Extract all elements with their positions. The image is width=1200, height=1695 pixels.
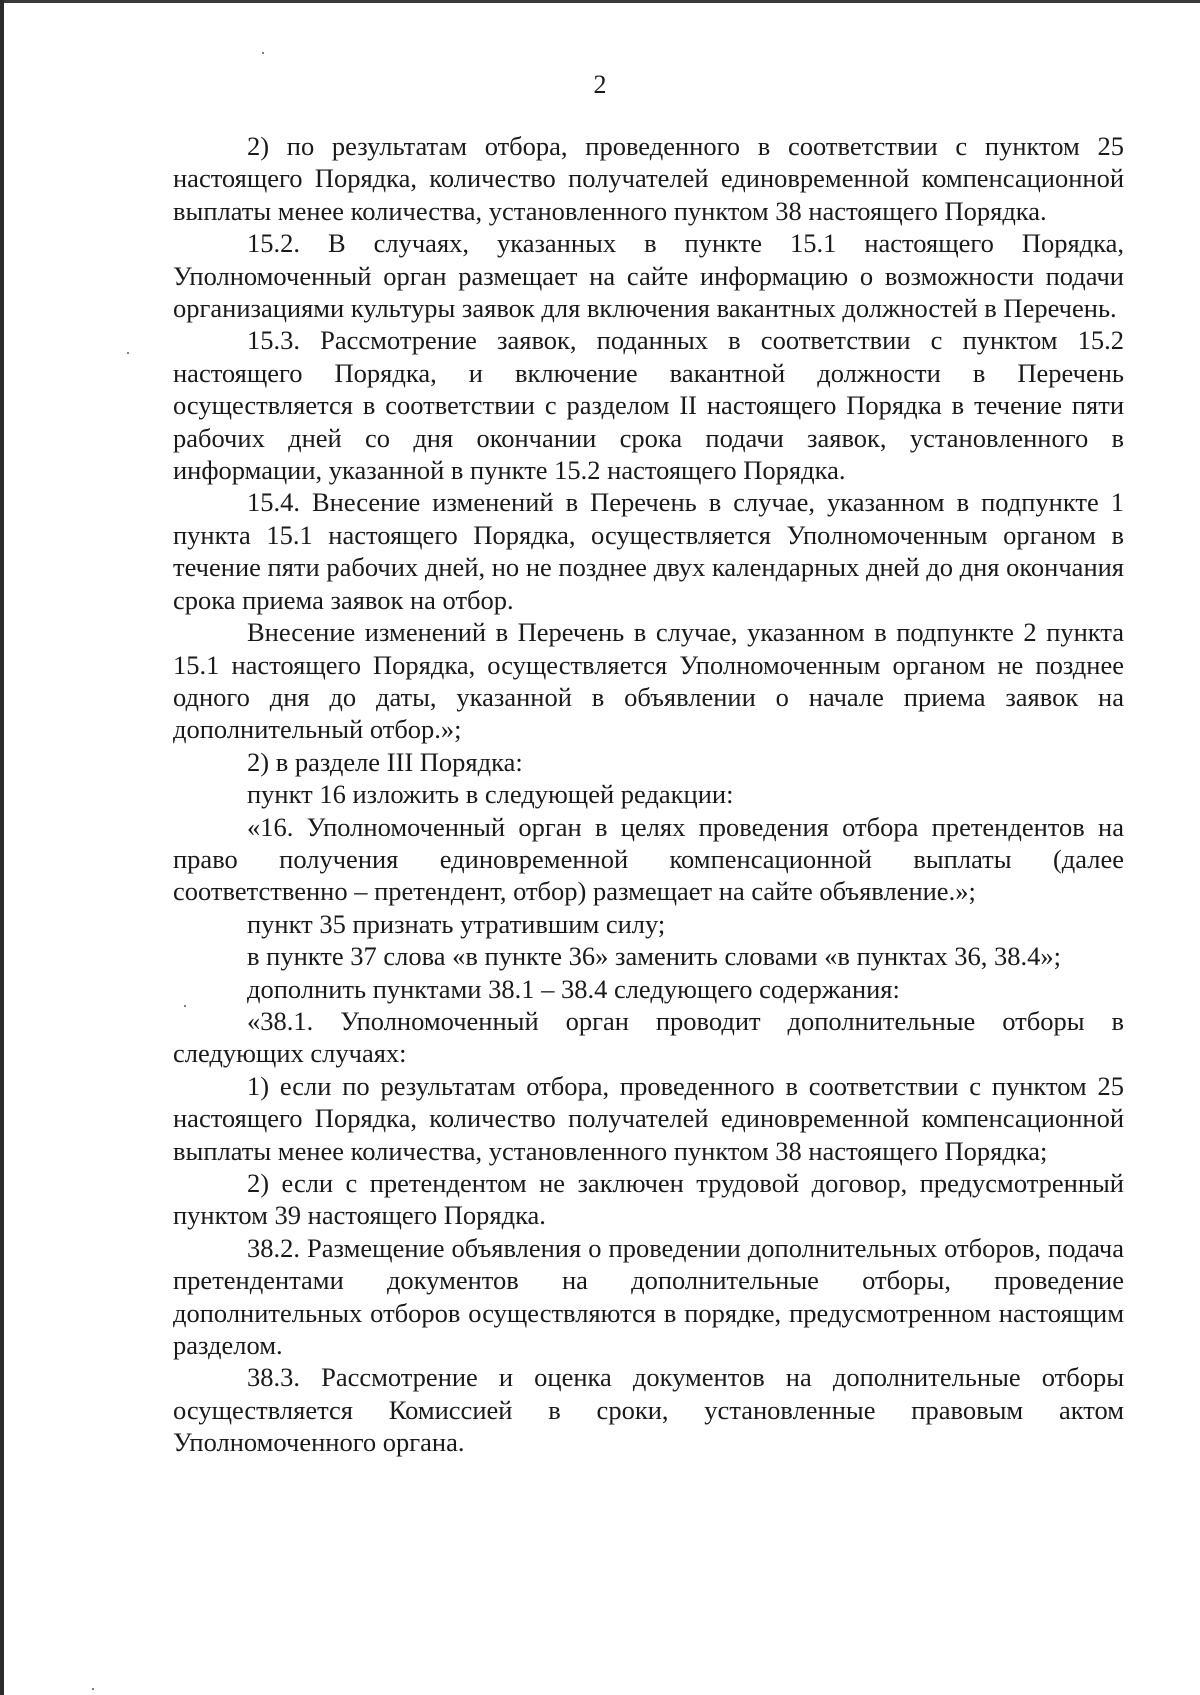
scan-left-edge xyxy=(0,0,4,1695)
paragraph: 38.3. Рассмотрение и оценка документов на дополнительные отборы осуществляется Комиссией в сроки, установленные правовым актом Уполномоченного органа. xyxy=(173,1362,1124,1458)
paragraph: «16. Уполномоченный орган в целях проведения отбора претендентов на право получения единовременной компенсационной выплаты (далее соответственно – претендент, отбор) размещает на сайте объявление.»; xyxy=(173,811,1124,907)
paragraph: пункт 35 признать утратившим силу; xyxy=(247,908,666,939)
paragraph: в пункте 37 слова «в пункте 36» заменить словами «в пунктах 36, 38.4»; xyxy=(247,941,1061,972)
page-number: 2 xyxy=(593,70,607,99)
paragraph: дополнить пунктами 38.1 – 38.4 следующего содержания: xyxy=(247,973,900,1004)
paragraph: 38.2. Размещение объявления о проведении дополнительных отборов, подача претендентами документов на дополнительные отборы, проведение дополнительных отборов осуществляются в порядке, предусмотренном настоящим разделом. xyxy=(173,1232,1124,1361)
paragraph: 15.2. В случаях, указанных в пункте 15.1 настоящего Порядка, Уполномоченный орган размещает на сайте информацию о возможности подачи организациями культуры заявок для включения вакантных должностей в Перечень. xyxy=(173,228,1124,324)
paragraph: пункт 16 изложить в следующей редакции: xyxy=(247,779,734,810)
paragraph: 15.3. Рассмотрение заявок, поданных в соответствии с пунктом 15.2 настоящего Порядка, и включение вакантной должности в Перечень осуществляется в соответствии с разделом II настоящего Порядка в течение пяти рабочих дней со дня окончании срока подачи заявок, установленного в информации, указанной в пункте 15.2 настоящего Порядка. xyxy=(173,325,1124,486)
scan-top-edge xyxy=(0,0,1200,3)
document-body xyxy=(173,130,1124,1459)
paragraph: 1) если по результатам отбора, проведенного в соответствии с пунктом 25 настоящего Порядка, количество получателей единовременной компенсационной выплаты менее количества, установленного пунктом 38 настоящего Порядка; xyxy=(173,1070,1124,1166)
paragraph: «38.1. Уполномоченный орган проводит дополнительные отборы в следующих случаях: xyxy=(173,1005,1124,1069)
paragraph: Внесение изменений в Перечень в случае, указанном в подпункте 2 пункта 15.1 настоящего Порядка, осуществляется Уполномоченным органом не позднее одного дня до даты, указанной в объявлении о начале приема заявок на дополнительный отбор.»; xyxy=(173,617,1124,745)
paragraph: 2) по результатам отбора, проведенного в соответствии с пунктом 25 настоящего Порядка, количество получателей единовременной компенсационной выплаты менее количества, установленного пунктом 38 настоящего Порядка. xyxy=(173,131,1124,226)
scan-speck xyxy=(262,52,264,54)
scan-speck xyxy=(92,1688,94,1690)
scan-speck xyxy=(127,352,129,354)
paragraph: 2) в разделе III Порядка: xyxy=(247,746,523,777)
paragraph: 15.4. Внесение изменений в Перечень в случае, указанном в подпункте 1 пункта 15.1 настоящего Порядка, осуществляется Уполномоченным органом в течение пяти рабочих дней, но не позднее двух календарных дней до дня окончания срока приема заявок на отбор. xyxy=(173,487,1124,615)
paragraph: 2) если с претендентом не заключен трудовой договор, предусмотренный пунктом 39 настоящего Порядка. xyxy=(173,1168,1124,1231)
